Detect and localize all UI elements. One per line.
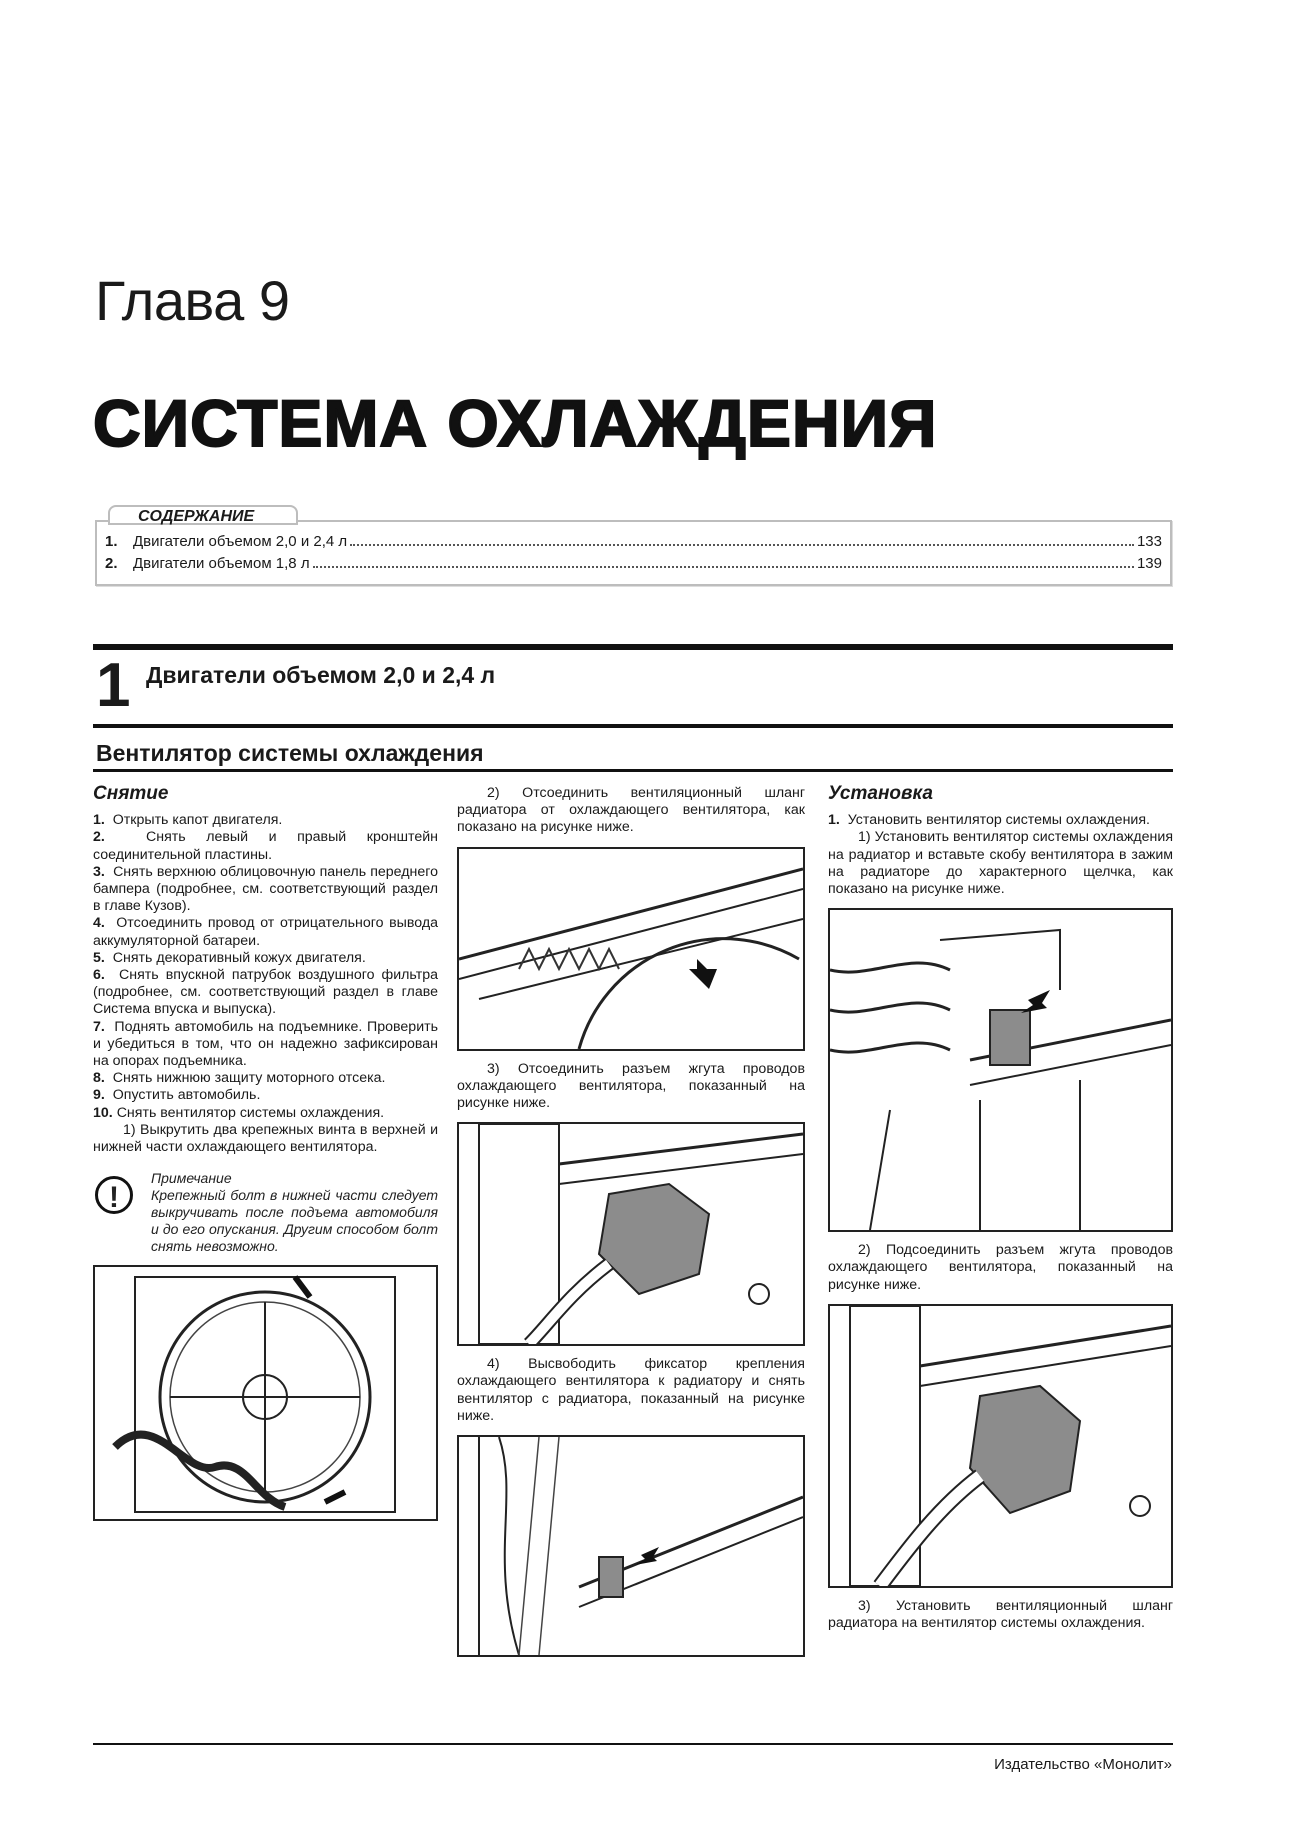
removal-step: 7. Поднять автомобиль на подъемнике. Проверить и убедиться в том, что он надежно зафиксирован на опорах подъемника. [93,1018,439,1070]
note-label: Примечание [151,1170,232,1187]
installation-step: 1. Установить вентилятор системы охлаждения. [828,812,1150,829]
section-title: Двигатели объемом 2,0 и 2,4 л [146,662,496,688]
figure-vent-hose [457,847,805,1051]
removal-step: 1. Открыть капот двигателя. [93,812,283,829]
figure-fan-bolts [93,1265,438,1521]
column-installation [828,785,1173,1632]
toc-leader-dots [313,566,1134,568]
toc-item-text: Двигатели объемом 1,8 л [133,555,310,572]
section-number: 1 [96,651,131,720]
installation-substep: 3) Установить вентиляционный шланг радиатора на вентилятор системы охлаждения. [828,1597,1173,1632]
removal-step: 10. Снять вентилятор системы охлаждения. [93,1104,385,1121]
removal-substep: 1) Выкрутить два крепежных винта в верхней и нижней части охлаждающего вентилятора. [93,1121,438,1156]
toc-label: СОДЕРЖАНИЕ [108,505,298,525]
installation-substep: 2) Подсоединить разъем жгута проводов охлаждающего вентилятора, показанный на рисунке ниже. [828,1242,1173,1293]
table-of-contents [95,520,1172,586]
removal-step: 9. Опустить автомобиль. [93,1087,261,1104]
toc-item-page: 133 [1136,533,1162,550]
connector-install-illustration-icon [830,1306,1171,1586]
figure-clip-release [457,1435,805,1657]
toc-item-number: 2. [105,555,118,572]
section-rule-bottom [93,724,1173,728]
removal-step: 2. Снять левый и правый кронштейн соединительной пластины. [93,829,438,863]
toc-item-page: 139 [1136,555,1162,572]
section-rule-top [93,644,1173,650]
publisher-label: Издательство «Монолит» [994,1756,1172,1773]
column-removal [93,785,438,1521]
removal-heading: Снятие [93,783,169,804]
removal-step: 4. Отсоединить провод от отрицательного вывода аккумуляторной батареи. [93,915,438,949]
note-text: Крепежный болт в нижней части следует выкручивать после подъема автомобиля и до его опускания. Другим способом болт снять невозможно. [151,1187,438,1255]
removal-step: 5. Снять декоративный кожух двигателя. [93,949,366,966]
note-block [93,1170,438,1255]
toc-item[interactable] [105,552,1162,572]
removal-substep: 3) Отсоединить разъем жгута проводов охлаждающего вентилятора, показанный на рисунке ниже. [457,1060,805,1112]
removal-step: 6. Снять впускной патрубок воздушного фильтра (подробнее, см. соответствующий раздел в главе Система впуска и выпуска). [93,967,438,1018]
column-removal-cont [457,785,805,1657]
toc-item-number: 1. [105,533,118,550]
chapter-title: СИСТЕМА ОХЛАЖДЕНИЯ [93,386,938,460]
toc-leader-dots [350,544,1134,546]
subsection-rule [93,769,1173,772]
clip-illustration-icon [459,1437,803,1655]
footer-rule [93,1743,1173,1745]
exclamation-icon: ! [95,1176,133,1214]
toc-item[interactable] [105,530,1162,550]
toc-item-text: Двигатели объемом 2,0 и 2,4 л [133,533,348,550]
removal-step: 3. Снять верхнюю облицовочную панель переднего бампера (подробнее, см. соответствующий раздел в главе Кузов). [93,863,438,915]
removal-substep: 2) Отсоединить вентиляционный шланг радиатора от охлаждающего вентилятора, как показано на рисунке ниже. [457,785,805,836]
connector-illustration-icon [459,1124,803,1344]
installation-heading: Установка [828,783,933,804]
figure-clip-install [828,908,1173,1232]
subsection-title: Вентилятор системы охлаждения [96,740,484,766]
clip-install-illustration-icon [830,910,1171,1230]
chapter-label: Глава 9 [95,269,290,332]
figure-connector-install [828,1304,1173,1588]
removal-step: 8. Снять нижнюю защиту моторного отсека. [93,1070,386,1087]
hose-illustration-icon [459,849,803,1049]
removal-substep: 4) Высвободить фиксатор крепления охлаждающего вентилятора к радиатору и снять вентилятор с радиатора, показанный на рисунке ниже. [457,1356,805,1424]
installation-substep: 1) Установить вентилятор системы охлаждения на радиатор и вставьте скобу вентилятора в зажим на радиаторе до характерного щелчка, как показано на рисунке ниже. [828,829,1173,898]
fan-illustration-icon [95,1267,436,1519]
figure-connector-removal [457,1122,805,1346]
